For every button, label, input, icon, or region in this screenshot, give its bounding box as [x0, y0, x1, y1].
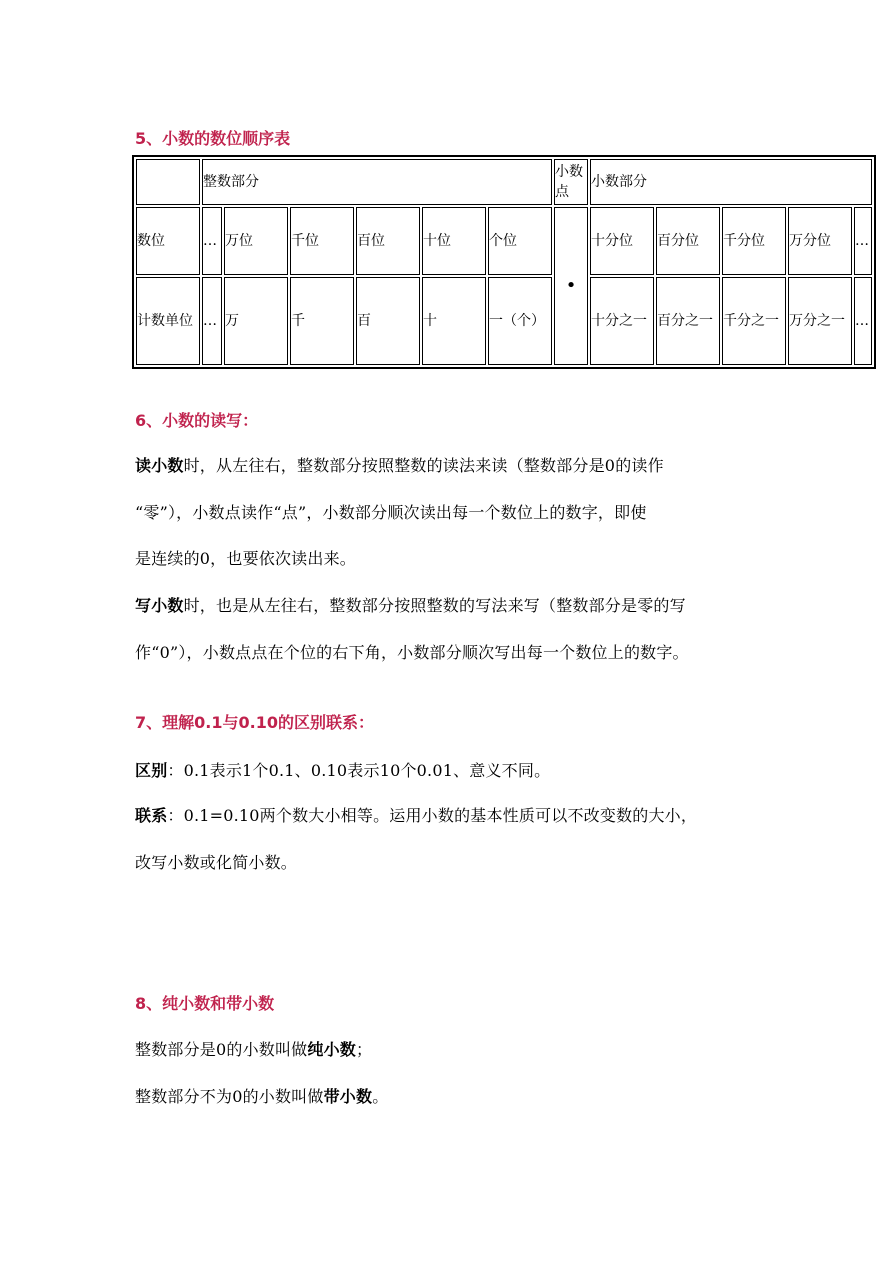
write-decimal-term: 写小数: [135, 596, 184, 615]
read-decimal-paragraph: 读小数时，从左往右，整数部分按照整数的读法来读（整数部分是0的读作: [135, 456, 664, 475]
unit-hundred: 百: [356, 277, 420, 365]
mixed-decimal-sentence: 整数部分不为0的小数叫做带小数。: [135, 1087, 389, 1106]
ellipsis-cell: …: [202, 277, 222, 365]
row-label-place: 数位: [136, 207, 200, 275]
write-decimal-paragraph: 写小数时，也是从左往右，整数部分按照整数的写法来写（整数部分是零的写: [135, 596, 686, 615]
difference-term: 区别: [135, 761, 168, 780]
place-ten-thousandths: 万分位: [788, 207, 852, 275]
unit-tenth: 十分之一: [590, 277, 654, 365]
place-tenths: 十分位: [590, 207, 654, 275]
unit-thousandth: 千分之一: [722, 277, 786, 365]
place-hundreds: 百位: [356, 207, 420, 275]
mixed-decimal-term: 带小数: [323, 1087, 373, 1106]
ellipsis-cell: …: [854, 207, 872, 275]
pure-decimal-sentence: 整数部分是0的小数叫做纯小数；: [135, 1040, 373, 1059]
place-ones: 个位: [488, 207, 552, 275]
place-tens: 十位: [422, 207, 486, 275]
section-5-heading: 5、小数的数位顺序表: [135, 129, 291, 148]
section-8-heading: 8、纯小数和带小数: [135, 994, 275, 1013]
unit-one: 一（个）: [488, 277, 552, 365]
section-6-heading: 6、小数的读写：: [135, 411, 259, 430]
section-7-heading: 7、理解0.1与0.10的区别联系：: [135, 713, 374, 732]
connection-paragraph: 联系：0.1=0.10两个数大小相等。运用小数的基本性质可以不改变数的大小，: [135, 806, 698, 825]
unit-thousand: 千: [290, 277, 354, 365]
integer-part-header: 整数部分: [202, 159, 552, 205]
place-ten-thousands: 万位: [224, 207, 288, 275]
corner-cell: [136, 159, 200, 205]
unit-ten-thousandth: 万分之一: [788, 277, 852, 365]
unit-ten-thousand: 万: [224, 277, 288, 365]
pure-decimal-term: 纯小数: [307, 1040, 356, 1059]
unit-ten: 十: [422, 277, 486, 365]
read-decimal-line-2: “零”），小数点读作“点”，小数部分顺次读出每一个数位上的数字，即使: [135, 503, 647, 522]
place-thousands: 千位: [290, 207, 354, 275]
read-decimal-term: 读小数: [135, 456, 184, 475]
decimal-place-value-table: [132, 155, 876, 369]
place-hundredths: 百分位: [656, 207, 720, 275]
difference-paragraph: 区别：0.1表示1个0.1、0.10表示10个0.01、意义不同。: [135, 761, 551, 780]
decimal-point-symbol: •: [554, 207, 588, 365]
decimal-point-header: 小数点: [554, 159, 588, 205]
ellipsis-cell: …: [202, 207, 222, 275]
decimal-part-header: 小数部分: [590, 159, 872, 205]
connection-term: 联系: [135, 806, 168, 825]
read-decimal-line-3: 是连续的0，也要依次读出来。: [135, 549, 356, 568]
connection-line-2: 改写小数或化简小数。: [135, 853, 298, 872]
ellipsis-cell: …: [854, 277, 872, 365]
unit-hundredth: 百分之一: [656, 277, 720, 365]
place-thousandths: 千分位: [722, 207, 786, 275]
row-label-unit: 计数单位: [136, 277, 200, 365]
write-decimal-line-2: 作“0”），小数点点在个位的右下角，小数部分顺次写出每一个数位上的数字。: [135, 643, 689, 662]
